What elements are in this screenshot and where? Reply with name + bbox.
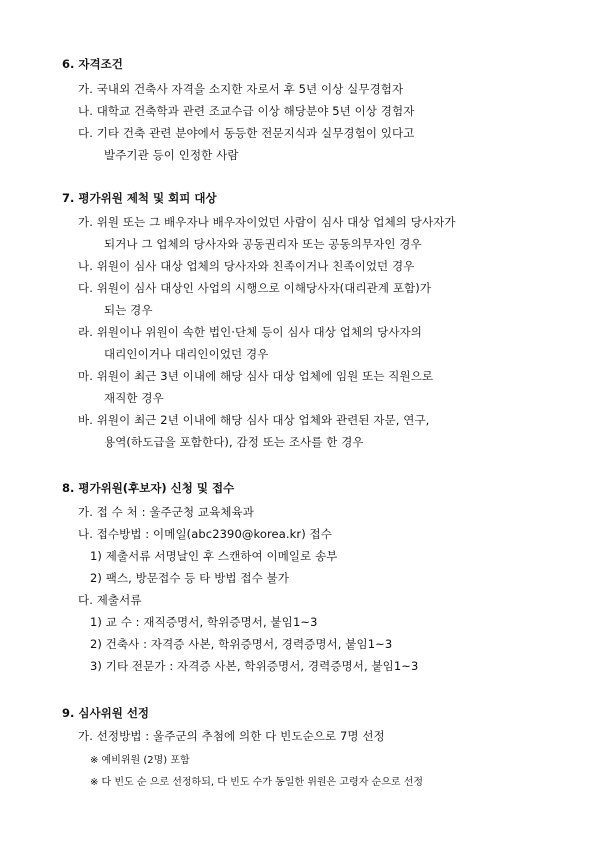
s7-item-ma: 마. 위원이 최근 3년 이내에 해당 심사 대상 업체에 임원 또는 직원으로: [78, 369, 434, 383]
section-7-heading: 7. 평가위원 제척 및 회피 대상: [62, 191, 217, 205]
s8-item-na: 나. 접수방법 : 이메일(abc2390@korea.kr) 접수: [78, 527, 332, 541]
s7-item-ra-cont: 대리인이거나 대리인이었던 경우: [104, 347, 269, 361]
s7-item-da-cont: 되는 경우: [104, 303, 153, 317]
s8-item-da: 다. 제출서류: [78, 593, 142, 607]
s8-doc-architect: 2) 건축사 : 자격증 사본, 학위증명서, 경력증명서, 붙임1~3: [90, 637, 393, 651]
s9-item-ga: 가. 선정방법 : 울주군의 추첨에 의한 다 빈도순으로 7명 선정: [78, 729, 385, 743]
s9-note-reserve: ※ 예비위원 (2명) 포함: [90, 755, 190, 766]
s8-item-ga: 가. 접 수 처 : 울주군청 교육체육과: [78, 505, 254, 519]
section-8-heading: 8. 평가위원(후보자) 신청 및 접수: [62, 481, 235, 495]
s7-item-ra: 라. 위원이나 위원이 속한 법인·단체 등이 심사 대상 업체의 당사자의: [78, 325, 422, 339]
s7-item-ga-cont: 되거나 그 업체의 당사자와 공동권리자 또는 공동의무자인 경우: [104, 237, 422, 251]
s8-doc-expert: 3) 기타 전문가 : 자격증 사본, 학위증명서, 경력증명서, 붙임1~3: [90, 659, 419, 673]
s6-item-ga: 가. 국내외 건축사 자격을 소지한 자로서 후 5년 이상 실무경험자: [78, 82, 404, 96]
s8-doc-professor: 1) 교 수 : 재직증명서, 학위증명서, 붙임1~3: [90, 615, 318, 629]
s7-item-ba-cont: 용역(하도급을 포함한다), 감정 또는 조사를 한 경우: [104, 435, 364, 449]
s6-item-da-cont: 발주기관 등이 인정한 사람: [104, 148, 239, 162]
s9-note-tiebreak: ※ 다 빈도 순 으로 선정하되, 다 빈도 수가 동일한 위원은 고령자 순으로 선정: [90, 777, 424, 788]
section-9-heading: 9. 심사위원 선정: [62, 706, 150, 720]
s7-item-ga: 가. 위원 또는 그 배우자나 배우자이었던 사람이 심사 대상 업체의 당사자가: [78, 215, 456, 229]
s6-item-da: 다. 기타 건축 관련 분야에서 동등한 전문지식과 실무경험이 있다고: [78, 126, 415, 140]
s7-item-da: 다. 위원이 심사 대상인 사업의 시행으로 이해당사자(대리관계 포함)가: [78, 281, 432, 295]
s7-item-ba: 바. 위원이 최근 2년 이내에 해당 심사 대상 업체와 관련된 자문, 연구,: [78, 413, 430, 427]
section-6-heading: 6. 자격조건: [62, 57, 123, 71]
s7-item-na: 나. 위원이 심사 대상 업체의 당사자와 친족이거나 친족이었던 경우: [78, 259, 415, 273]
s8-sub-2: 2) 팩스, 방문접수 등 타 방법 접수 불가: [90, 571, 289, 585]
s7-item-ma-cont: 재직한 경우: [104, 391, 164, 405]
s6-item-na: 나. 대학교 건축학과 관련 조교수급 이상 해당분야 5년 이상 경험자: [78, 104, 415, 118]
s8-sub-1: 1) 제출서류 서명날인 후 스캔하여 이메일로 송부: [90, 549, 338, 563]
